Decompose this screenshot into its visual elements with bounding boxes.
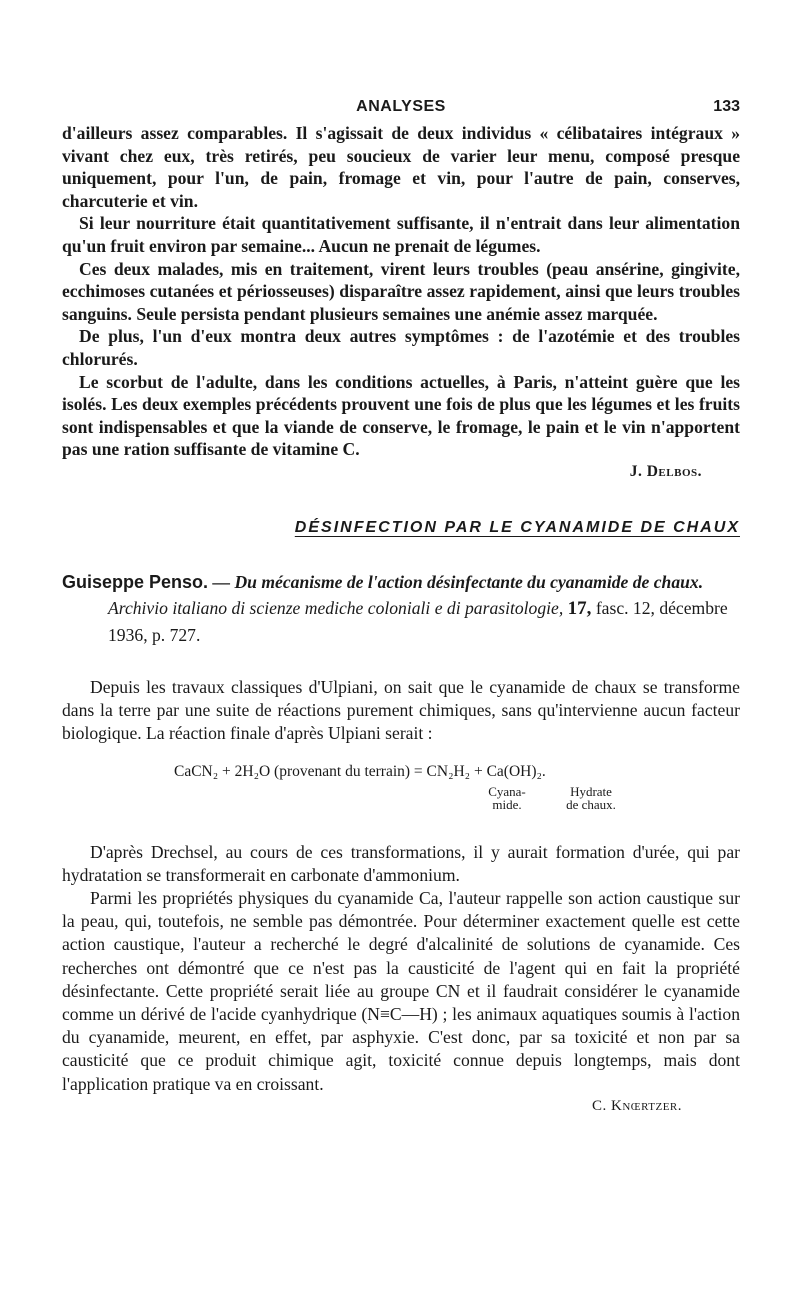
- bibliographic-reference: [62, 569, 740, 648]
- reference-author: Guiseppe Penso.: [62, 571, 209, 592]
- chemical-equation: [62, 763, 740, 819]
- page: [62, 98, 740, 1116]
- signature-name: Knœrtzer.: [611, 1097, 682, 1114]
- paragraph: Le scorbut de l'adulte, dans les conditions actuelles, à Paris, n'atteint guère que les isolés. Les deux exemples précédents prouvent une fois de plus que les légumes et les fruits sont indispensables et que la viande de conserve, le fromage, le pain et le vin n'apportent pas une ration suffisante de vitamine C.: [62, 371, 740, 460]
- paragraph: d'ailleurs assez comparables. Il s'agissait de deux individus « célibataires intégraux » vivant chez eux, très retirés, peu soucieux de varier leur menu, composé presque uniquement, pour l'un, de pain, fromage et vin, pour l'autre de pain, conserves, charcuterie et vin.: [62, 123, 740, 211]
- paragraph: Parmi les propriétés physiques du cyanamide Ca, l'auteur rappelle son action caustique sur la peau, qui, toutefois, ne semble pas démontrée. Pour déterminer exactement quelle est cette action caustique, l'auteur a recherché le degré d'alcalinité de solutions de cyanamide. Ces recherches ont démontré que ce n'est pas la causticité de l'agent qui en fait la propriété désinfectante. Cette propriété serait liée au groupe CN et il faudrait considérer le cyanamide comme un dérivé de l'acide cyanhydrique (N≡C—H) ; les animaux aquatiques soumis à l'action du cyanamide, meurent, en effet, par asphyxie. C'est donc, par sa toxicité et non par sa causticité que ce produit chimique agit, toxicité connue depuis longtemps, mais dont l'application pratique va en croissant.: [62, 887, 740, 1094]
- paragraph: D'après Drechsel, au cours de ces transformations, il y aurait formation d'urée, qui par hydratation se transformerait en carbonate d'ammonium.: [62, 841, 740, 885]
- note-line: Hydrate: [570, 783, 612, 799]
- paragraph: Depuis les travaux classiques d'Ulpiani, on sait que le cyanamide de chaux se transforme dans la terre par une suite de réactions purement chimiques, sans qu'intervienne aucun facteur biologique. La réaction finale d'après Ulpiani serait :: [62, 676, 740, 744]
- article-body: [62, 676, 740, 1096]
- paragraph: Ces deux malades, mis en traitement, virent leurs troubles (peau ansérine, gingivite, ecchimoses cutanées et périosseuses) disparaître assez rapidement, ainsi que leurs troubles sanguins. Seule persista pendant plusieurs semaines une anémie assez marquée.: [62, 258, 740, 324]
- author-signature: [62, 461, 740, 483]
- note-line: Cyana-: [488, 783, 526, 799]
- reference-dash: —: [212, 571, 231, 592]
- section-heading: DÉSINFECTION PAR LE CYANAMIDE DE CHAUX: [294, 518, 740, 536]
- note-line: de chaux.: [566, 796, 616, 812]
- signature-initial: J.: [629, 462, 643, 480]
- paragraph: Si leur nourriture était quantitativement suffisante, il n'entrait dans leur alimentation qu'un fruit environ par semaine... Aucun ne prenait de légumes.: [62, 213, 740, 256]
- signature-initial: C.: [592, 1097, 607, 1114]
- reference-title: Du mécanisme de l'action désinfectante du cyanamide de chaux.: [234, 571, 704, 592]
- signature-name: Delbos.: [646, 462, 702, 480]
- running-head: [62, 98, 740, 122]
- article-continuation: [62, 122, 740, 461]
- running-title: ANALYSES: [356, 98, 446, 115]
- equation-line: CaCN₂ + 2H₂O (provenant du terrain) = CN₂H₂ + Ca(OH)₂.: [174, 762, 546, 780]
- note-line: mide.: [492, 796, 522, 812]
- equation-note-hydrate: [556, 785, 626, 811]
- author-signature: [62, 1096, 740, 1116]
- page-number: 133: [713, 98, 740, 115]
- paragraph: De plus, l'un d'eux montra deux autres symptômes : de l'azotémie et des troubles chlorurés.: [62, 326, 740, 369]
- reference-journal: Archivio italiano di scienze mediche coloniali e di parasitologie,: [108, 597, 564, 618]
- equation-note-cyanamide: [482, 785, 532, 811]
- reference-details: fasc. 12, décembre 1936, p. 727.: [108, 597, 728, 645]
- reference-volume: 17,: [567, 597, 592, 619]
